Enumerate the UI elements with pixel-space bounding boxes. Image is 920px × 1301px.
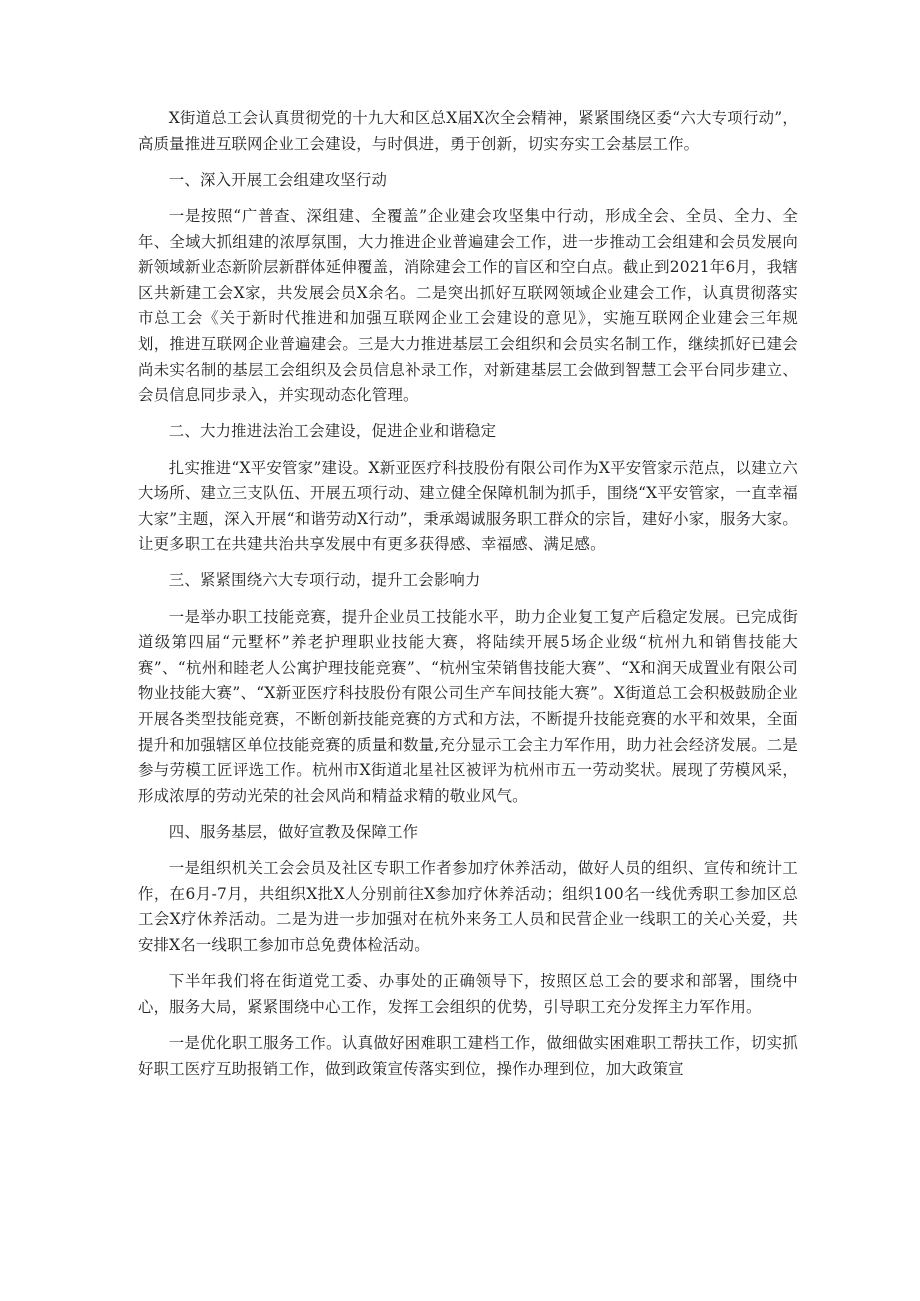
document-page (138, 106, 798, 1093)
section-1-paragraph: 一是按照“广普查、深组建、全覆盖”企业建会攻坚集中行动，形成全会、全员、全力、全年、全域大抓组建的浓厚氛围，大力推进企业普遍建会工作，进一步推动工会组建和会员发展向新领域新业态新阶层新群体延伸覆盖，消除建会工作的盲区和空白点。截止到2021年6月，我辖区共新建工会X家，共发展会员X余名。二是突出抓好互联网领域企业建会工作，认真贯彻落实市总工会《关于新时代推进和加强互联网企业工会建设的意见》，实施互联网企业建会三年规划，推进互联网企业普遍建会。三是大力推进基层工会组织和会员实名制工作，继续抓好已建会尚未实名制的基层工会组织及会员信息补录工作，对新建基层工会做到智慧工会平台同步建立、会员信息同步录入，并实现动态化管理。 (138, 206, 798, 405)
section-heading-3: 三、紧紧围绕六大专项行动，提升工会影响力 (168, 571, 481, 590)
plan-item-paragraph: 一是优化职工服务工作。认真做好困难职工建档工作，做细做实困难职工帮扶工作，切实抓好职工医疗互助报销工作，做到政策宣传落实到位，操作办理到位，加大政策宣 (138, 1033, 798, 1078)
section-2-paragraph: 扎实推进“X平安管家”建设。X新亚医疗科技股份有限公司作为X平安管家示范点，以建立六大场所、建立三支队伍、开展五项行动、建立健全保障机制为抓手，围绕“X平安管家，一直幸福大家”主题，深入开展“和谐劳动X行动”，秉承竭诚服务职工群众的宗旨，建好小家，服务大家。让更多职工在共建共治共享发展中有更多获得感、幸福感、满足感。 (138, 458, 798, 554)
section-heading-4: 四、服务基层，做好宣教及保障工作 (168, 823, 419, 841)
section-4-paragraph: 一是组织机关工会会员及社区专职工作者参加疗休养活动，做好人员的组织、宣传和统计工作，在6月-7月，共组织X批X人分别前往X参加疗休养活动；组织100名一线优秀职工参加区总工会X疗休养活动。二是为进一步加强对在杭外来务工人员和民营企业一线职工的关心关爱，共安排X名一线职工参加市总免费体检活动。 (138, 859, 798, 954)
plan-paragraph: 下半年我们将在街道党工委、办事处的正确领导下，按照区总工会的要求和部署，围绕中心，服务大局，紧紧围绕中心工作，发挥工会组织的优势，引导职工充分发挥主力军作用。 (138, 972, 798, 1016)
section-heading-2: 二、大力推进法治工会建设，促进企业和谐稳定 (168, 422, 497, 441)
section-3-paragraph: 一是举办职工技能竞赛，提升企业员工技能水平，助力企业复工复产后稳定发展。已完成街道级第四届“元墅杯”养老护理职业技能大赛，将陆续开展5场企业级“杭州九和销售技能大赛”、“杭州和睦老人公寓护理技能竞赛”、“杭州宝荣销售技能大赛”、“X和润天成置业有限公司物业技能大赛”、“X新亚医疗科技股份有限公司生产车间技能大赛”。X街道总工会积极鼓励企业开展各类型技能竞赛，不断创新技能竞赛的方式和方法，不断提升技能竞赛的水平和效果，全面提升和加强辖区单位技能竞赛的质量和数量,充分显示工会主力军作用，助力社会经济发展。二是参与劳模工匠评选工作。杭州市X街道北星社区被评为杭州市五一劳动奖状。展现了劳模风采，形成浓厚的劳动光荣的社会风尚和精益求精的敬业风气。 (138, 607, 798, 805)
section-heading-1: 一、深入开展工会组建攻坚行动 (168, 170, 388, 189)
intro-paragraph: X街道总工会认真贯彻党的十九大和区总X届X次全会精神，紧紧围绕区委“六大专项行动”，高质量推进互联网企业工会建设，与时俱进，勇于创新，切实夯实工会基层工作。 (138, 109, 798, 153)
